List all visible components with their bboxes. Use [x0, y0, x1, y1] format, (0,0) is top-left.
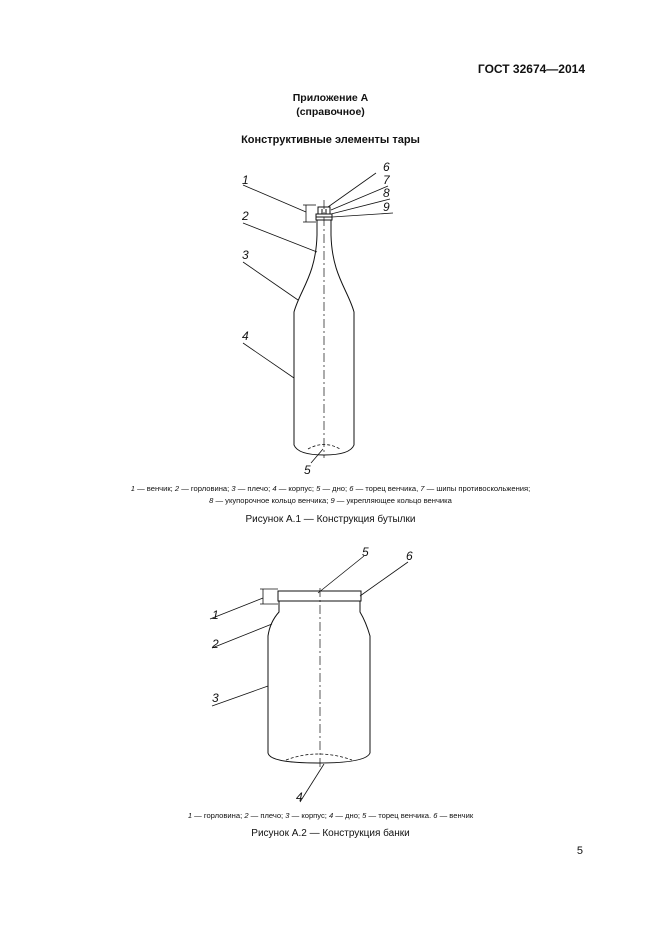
callout-jar-5: 5 — [362, 545, 369, 559]
callout-jar-1: 1 — [212, 608, 219, 622]
figure2-legend: 1 — горловина; 2 — плечо; 3 — корпус; 4 — дно; 5 — торец венчика. 6 — венчик — [187, 811, 474, 820]
callout-4: 4 — [242, 329, 249, 343]
callout-6: 6 — [383, 160, 390, 174]
callout-9: 9 — [383, 200, 390, 214]
page-number: 5 — [576, 845, 583, 857]
appendix-title: Приложение А — [292, 92, 369, 104]
appendix-subtitle: (справочное) — [296, 106, 365, 118]
callout-3: 3 — [242, 248, 249, 262]
jar-bottom-dashed — [286, 754, 352, 760]
figure2-caption: Рисунок А.2 — Конструкция банки — [251, 828, 410, 839]
figure1-caption: Рисунок А.1 — Конструкция бутылки — [245, 514, 416, 525]
callout-1: 1 — [242, 173, 249, 187]
callout-8: 8 — [383, 186, 390, 200]
figure1-legend-line2: 8 — укупорочное кольцо венчика; 9 — укрепляющее кольцо венчика — [209, 496, 452, 505]
jar-rim — [278, 591, 361, 601]
callout-jar-4: 4 — [296, 790, 303, 804]
document-id: ГОСТ 32674—2014 — [477, 62, 585, 76]
figure1-legend-line1: 1 — венчик; 2 — горловина; 3 — плечо; 4 — корпус; 5 — дно; 6 — торец венчика, 7 — шипы противоскольжения; — [130, 484, 531, 493]
callout-jar-2: 2 — [212, 637, 219, 651]
callout-jar-6: 6 — [406, 549, 413, 563]
jar-outline — [268, 601, 370, 763]
callout-jar-3: 3 — [212, 691, 219, 705]
section-title: Конструктивные элементы тары — [241, 134, 420, 146]
callout-5: 5 — [304, 463, 311, 477]
callout-2: 2 — [242, 209, 249, 223]
callout-7: 7 — [383, 173, 390, 187]
